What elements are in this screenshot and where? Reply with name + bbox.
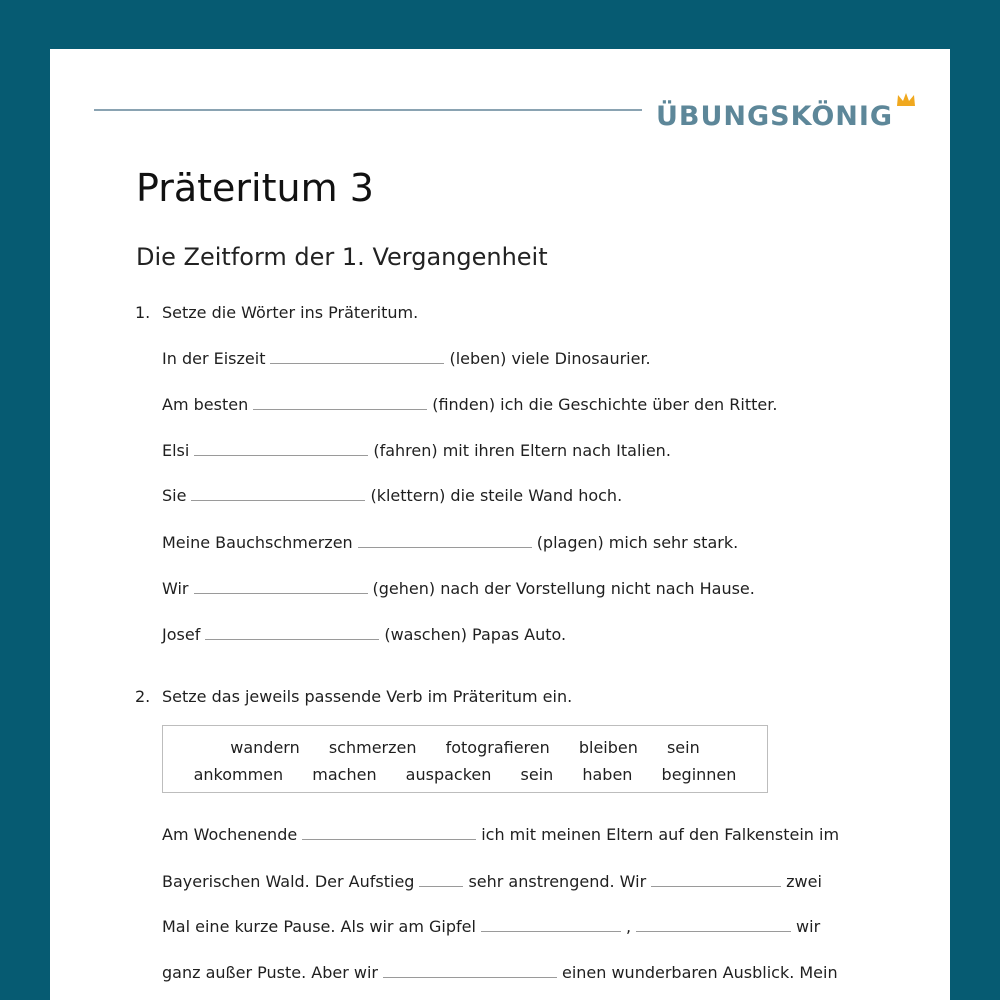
word-bank-item: sein: [666, 738, 700, 757]
answer-blank[interactable]: [651, 885, 781, 887]
cloze-segment: ,: [625, 917, 632, 936]
sentence-end: (fahren) mit ihren Eltern nach Italien.: [373, 441, 671, 460]
word-bank-item: machen: [312, 765, 377, 784]
crown-icon: [896, 92, 916, 108]
cloze-segment: Am Wochenende: [162, 825, 298, 844]
word-bank-item: schmerzen: [328, 738, 417, 757]
answer-blank[interactable]: [636, 930, 791, 932]
sentence-end: (gehen) nach der Vorstellung nicht nach Hause.: [372, 579, 755, 598]
cloze-text-line: [162, 963, 838, 982]
sentence-start: Wir: [162, 579, 189, 598]
answer-blank[interactable]: [419, 885, 463, 887]
sentence-end: (klettern) die steile Wand hoch.: [370, 486, 623, 505]
word-bank-item: ankommen: [193, 765, 284, 784]
exercise-sentence: [162, 625, 566, 644]
page-subtitle: Die Zeitform der 1. Vergangenheit: [136, 243, 548, 271]
cloze-text-line: [162, 872, 822, 891]
word-bank-row: [163, 765, 767, 784]
word-bank-item: sein: [520, 765, 554, 784]
exercise-sentence: [162, 579, 755, 598]
sentence-start: Am besten: [162, 395, 249, 414]
task1-instruction: Setze die Wörter ins Präteritum.: [162, 303, 419, 322]
sentence-end: (plagen) mich sehr stark.: [536, 533, 739, 552]
header-rule: [94, 109, 642, 111]
task1-number: 1.: [135, 303, 151, 322]
cloze-segment: zwei: [786, 872, 822, 891]
word-bank-item: wandern: [230, 738, 300, 757]
answer-blank[interactable]: [253, 408, 427, 410]
cloze-text-line: [162, 917, 820, 936]
cloze-segment: Bayerischen Wald. Der Aufstieg: [162, 872, 415, 891]
sentence-start: Elsi: [162, 441, 190, 460]
word-bank-item: fotografieren: [445, 738, 550, 757]
answer-blank[interactable]: [194, 454, 368, 456]
sentence-start: Sie: [162, 486, 187, 505]
word-bank-item: beginnen: [661, 765, 737, 784]
cloze-text-line: [162, 825, 839, 844]
word-bank-row: [163, 738, 767, 757]
sentence-end: (leben) viele Dinosaurier.: [449, 349, 651, 368]
exercise-sentence: [162, 349, 651, 368]
answer-blank[interactable]: [383, 976, 557, 978]
cloze-segment: ich mit meinen Eltern auf den Falkenstein im: [481, 825, 840, 844]
brand-logo: ÜBUNGSKÖNIG: [656, 101, 894, 132]
answer-blank[interactable]: [270, 362, 444, 364]
cloze-segment: einen wunderbaren Ausblick. Mein: [561, 963, 838, 982]
exercise-sentence: [162, 395, 777, 414]
answer-blank[interactable]: [481, 930, 621, 932]
exercise-sentence: [162, 486, 622, 505]
word-bank-item: auspacken: [405, 765, 492, 784]
answer-blank[interactable]: [205, 638, 379, 640]
word-bank-item: haben: [582, 765, 633, 784]
cloze-segment: sehr anstrengend. Wir: [468, 872, 647, 891]
sentence-end: (waschen) Papas Auto.: [384, 625, 567, 644]
answer-blank[interactable]: [302, 838, 476, 840]
sentence-end: (finden) ich die Geschichte über den Ritter.: [432, 395, 778, 414]
worksheet-page: [50, 49, 950, 1000]
sentence-start: In der Eiszeit: [162, 349, 266, 368]
answer-blank[interactable]: [358, 546, 532, 548]
answer-blank[interactable]: [194, 592, 368, 594]
cloze-segment: Mal eine kurze Pause. Als wir am Gipfel: [162, 917, 476, 936]
task2-instruction: Setze das jeweils passende Verb im Präteritum ein.: [162, 687, 573, 706]
sentence-start: Meine Bauchschmerzen: [162, 533, 353, 552]
cloze-segment: ganz außer Puste. Aber wir: [162, 963, 378, 982]
page-title: Präteritum 3: [136, 166, 374, 210]
exercise-sentence: [162, 441, 671, 460]
cloze-segment: wir: [796, 917, 821, 936]
word-bank: [162, 725, 768, 793]
task2-number: 2.: [135, 687, 151, 706]
answer-blank[interactable]: [191, 499, 365, 501]
word-bank-item: bleiben: [578, 738, 638, 757]
sentence-start: Josef: [162, 625, 201, 644]
exercise-sentence: [162, 533, 738, 552]
